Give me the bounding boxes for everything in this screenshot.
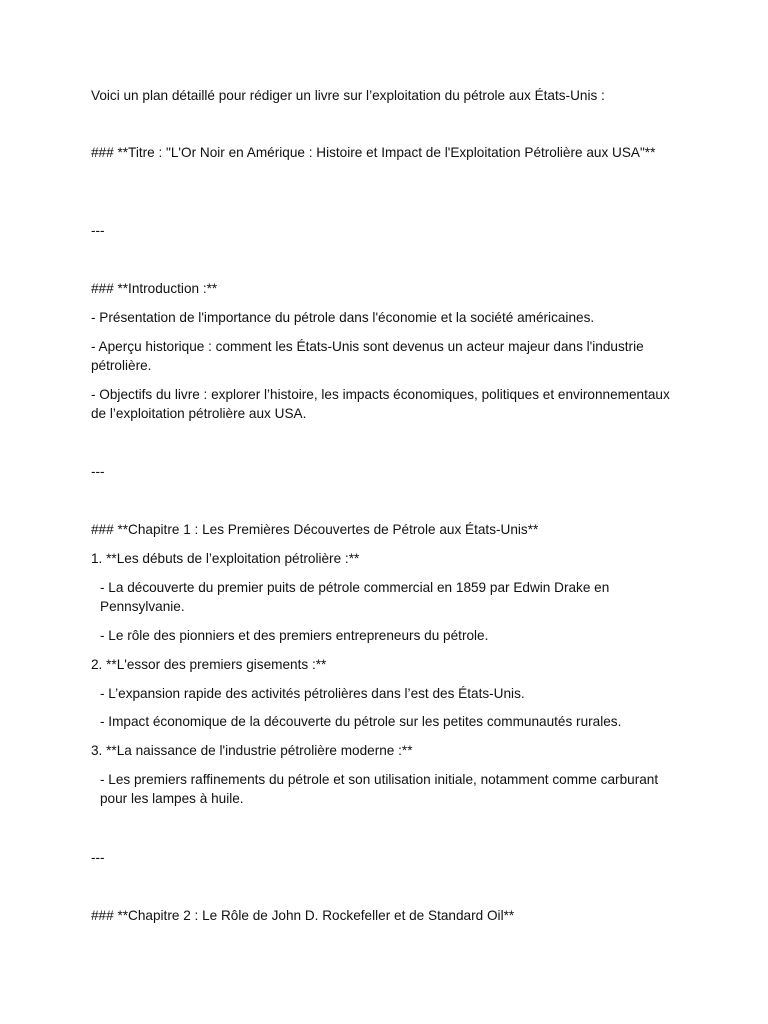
chapter1-section-2-item-1: - L’expansion rapide des activités pétrolières dans l’est des États-Unis. (100, 686, 525, 701)
intro-line: Voici un plan détaillé pour rédiger un livre sur l’exploitation du pétrole aux États-Unis : (91, 88, 605, 103)
chapter1-section-3-item-1: - Les premiers raffinements du pétrole et son utilisation initiale, notamment comme carburant pour les lampes à huile. (100, 772, 659, 806)
chapter1-section-2-item-2: - Impact économique de la découverte du pétrole sur les petites communautés rurales. (100, 714, 622, 729)
chapter1-section-3-title: 3. **La naissance de l'industrie pétrolière moderne :** (91, 743, 413, 758)
separator-2: --- (91, 464, 105, 479)
introduction-heading: ### **Introduction :** (91, 281, 218, 296)
title-heading: ### **Titre : "L'Or Noir en Amérique : Histoire et Impact de l'Exploitation Pétrolière aux USA"** (91, 145, 656, 160)
chapter1-section-2-title: 2. **L'essor des premiers gisements :** (91, 657, 327, 672)
chapter1-heading: ### **Chapitre 1 : Les Premières Découvertes de Pétrole aux États-Unis** (91, 522, 539, 537)
separator-3: --- (91, 850, 105, 865)
chapter2-heading: ### **Chapitre 2 : Le Rôle de John D. Rockefeller et de Standard Oil** (91, 908, 515, 923)
separator-1: --- (91, 223, 105, 238)
chapter1-section-1-item-1: - La découverte du premier puits de pétrole commercial en 1859 par Edwin Drake en Pennsylvanie. (100, 580, 610, 614)
chapter1-section-1-item-2: - Le rôle des pionniers et des premiers entrepreneurs du pétrole. (100, 628, 489, 643)
introduction-item-3: - Objectifs du livre : explorer l’histoire, les impacts économiques, politiques et environnementaux de l’exploitation pétrolière aux USA. (91, 387, 670, 421)
introduction-item-2: - Aperçu historique : comment les États-Unis sont devenus un acteur majeur dans l'industrie pétrolière. (91, 339, 644, 373)
introduction-item-1: - Présentation de l'importance du pétrole dans l'économie et la société américaines. (91, 310, 595, 325)
chapter1-section-1-title: 1. **Les débuts de l’exploitation pétrolière :** (91, 551, 360, 566)
